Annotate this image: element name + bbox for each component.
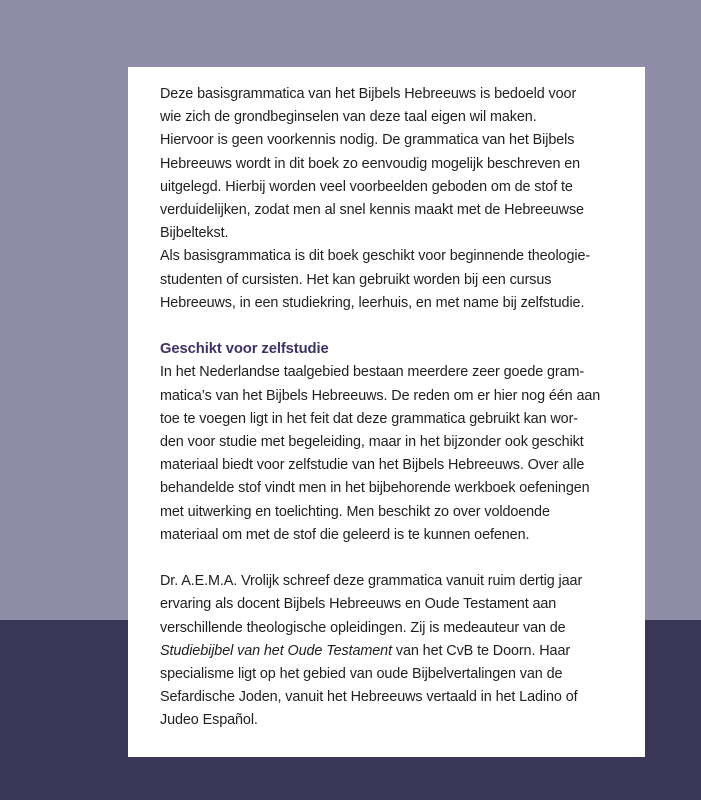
text-line: In het Nederlandse taalgebied bestaan meerdere zeer goede gram- [160,364,585,381]
text-line: materiaal om met de stof die geleerd is te kunnen oefenen. [160,526,530,543]
text-line: Sefardische Joden, vanuit het Hebreeuws vertaald in het Ladino of [160,689,578,706]
section-heading: Geschikt voor zelfstudie [160,341,329,358]
self-study-paragraph [160,361,625,547]
text-line: Bijbeltekst. [160,225,229,242]
text-line: den voor studie met begeleiding, maar in het bijzonder ook geschikt [160,434,584,451]
text-line: Judeo Español. [160,712,258,729]
intro-paragraph [160,83,625,315]
back-cover-text-card [128,67,645,757]
text-line: behandelde stof vindt men in het bijbehorende werkboek oefeningen [160,480,590,497]
text-line: uitgelegd. Hierbij worden veel voorbeelden geboden om de stof te [160,178,573,195]
text-line [160,640,625,663]
text-line: toe te voegen ligt in het feit dat deze grammatica gebruikt kan wor- [160,410,578,427]
text-line: Dr. A.E.M.A. Vrolijk schreef deze grammatica vanuit ruim dertig jaar [160,573,583,590]
book-title: Studiebijbel van het Oude Testament [160,642,392,659]
author-paragraph [160,570,625,732]
text-line: Hiervoor is geen voorkennis nodig. De grammatica van het Bijbels [160,132,575,149]
text-line: specialisme ligt op het gebied van oude Bijbelvertalingen van de [160,666,563,683]
text-fragment: van het CvB te Doorn. Haar [391,642,571,659]
text-line: Deze basisgrammatica van het Bijbels Hebreeuws is bedoeld voor [160,86,577,102]
text-line: studenten of cursisten. Het kan gebruikt worden bij een cursus [160,271,552,288]
text-line: materiaal biedt voor zelfstudie van het Bijbels Hebreeuws. Over alle [160,457,585,474]
text-line: met uitwerking en toelichting. Men beschikt zo over voldoende [160,503,550,520]
text-line: verduidelijken, zodat men al snel kennis maakt met de Hebreeuwse [160,202,584,219]
text-line: Als basisgrammatica is dit boek geschikt voor beginnende theologie- [160,248,591,265]
text-line: Hebreeuws, in een studiekring, leerhuis, en met name bij zelfstudie. [160,294,585,311]
text-line: verschillende theologische opleidingen. Zij is medeauteur van de [160,619,566,636]
text-line: wie zich de grondbeginselen van deze taal eigen wil maken. [160,109,537,126]
text-line: matica’s van het Bijbels Hebreeuws. De reden om er hier nog één aan [160,387,601,404]
text-line: Hebreeuws wordt in dit boek zo eenvoudig mogelijk beschreven en [160,155,581,172]
text-line: ervaring als docent Bijbels Hebreeuws en Oude Testament aan [160,596,557,613]
